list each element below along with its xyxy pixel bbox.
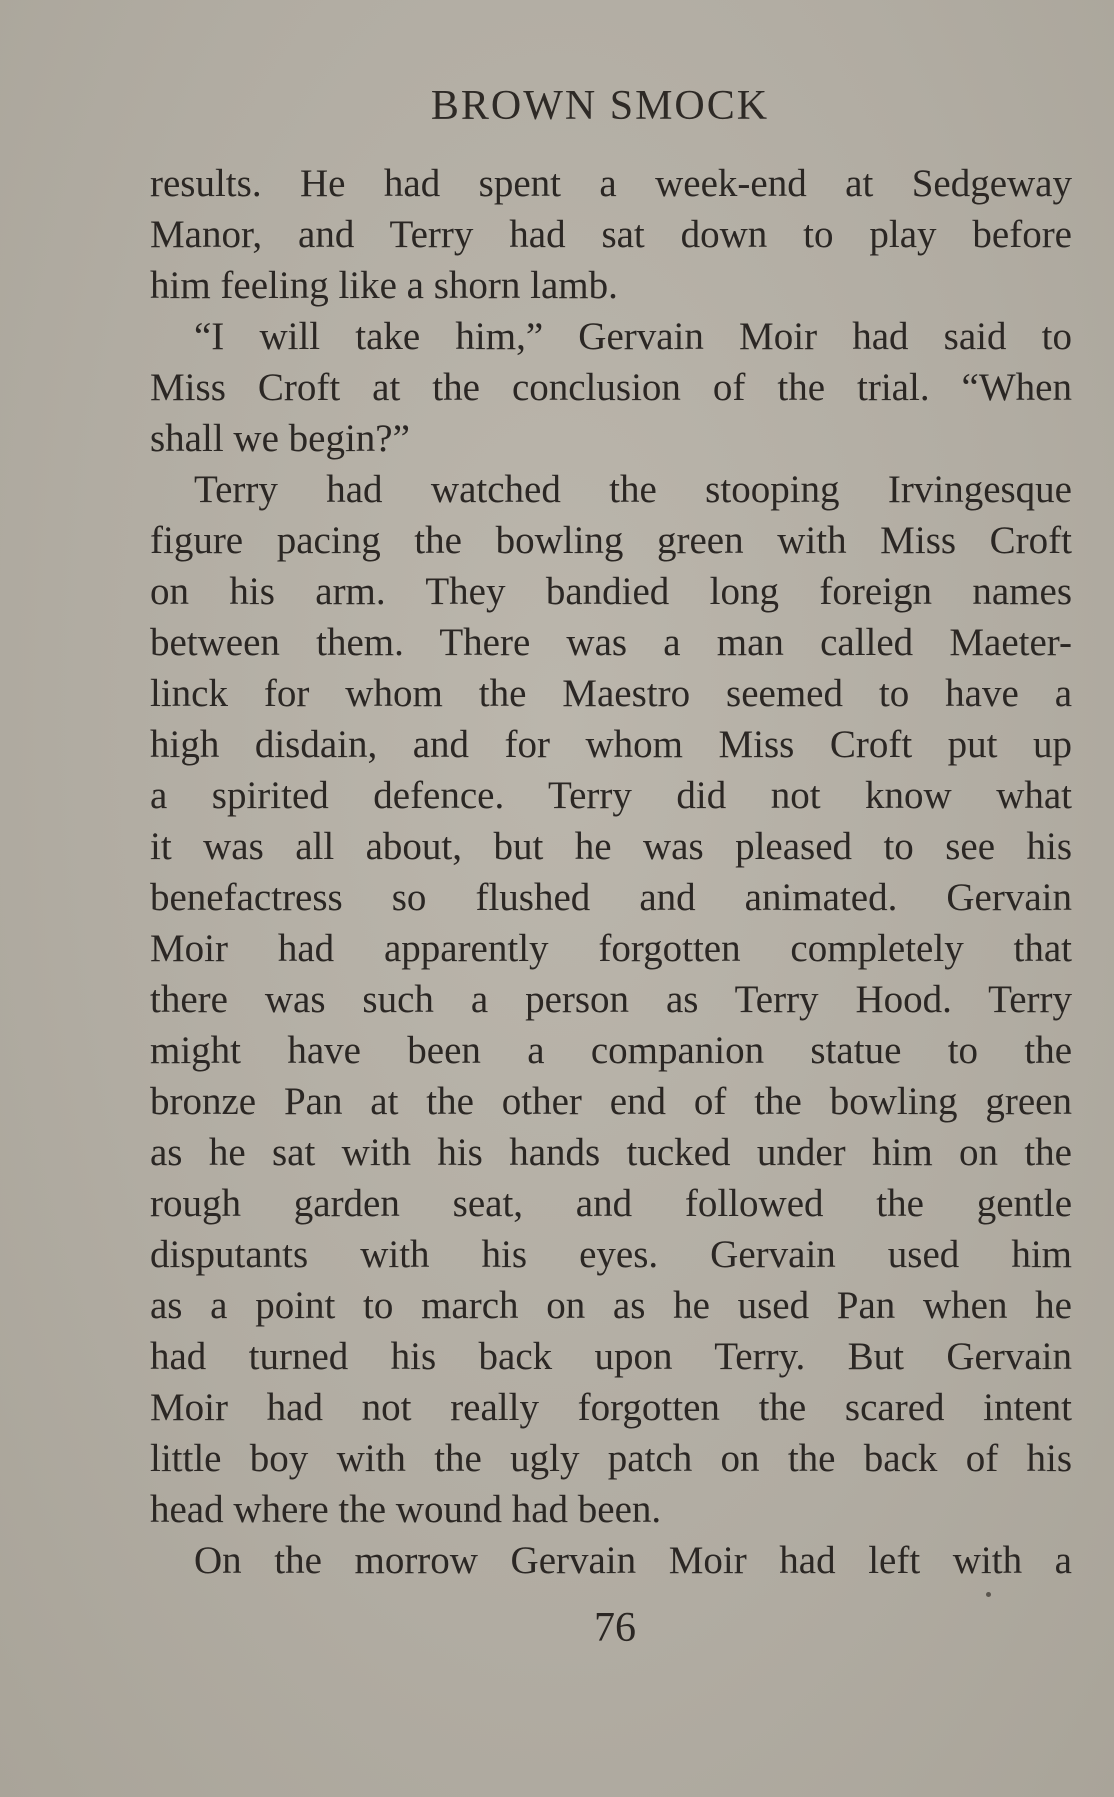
text-line: linck for whom the Maestro seemed to have a <box>150 672 1072 715</box>
text-line: it was all about, but he was pleased to see his <box>150 825 1072 868</box>
paper-speck <box>986 1592 991 1597</box>
text-line: benefactress so flushed and animated. Gervain <box>150 876 1072 919</box>
text-line: disputants with his eyes. Gervain used him <box>150 1233 1072 1276</box>
text-line: Manor, and Terry had sat down to play before <box>150 213 1072 256</box>
text-line: there was such a person as Terry Hood. Terry <box>150 978 1072 1021</box>
text-line: on his arm. They bandied long foreign names <box>150 570 1072 613</box>
text-line: had turned his back upon Terry. But Gervain <box>150 1335 1072 1378</box>
text-line: rough garden seat, and followed the gentle <box>150 1182 1072 1225</box>
body-text <box>150 158 1072 1586</box>
text-line: shall we begin?” <box>150 417 410 460</box>
running-head: BROWN SMOCK <box>430 83 770 129</box>
text-line: might have been a companion statue to the <box>150 1029 1072 1072</box>
text-line: as he sat with his hands tucked under him on the <box>150 1131 1072 1174</box>
text-line: figure pacing the bowling green with Miss Croft <box>150 519 1072 562</box>
text-line: results. He had spent a week-end at Sedgeway <box>150 162 1072 205</box>
text-line: a spirited defence. Terry did not know what <box>150 774 1072 817</box>
text-line: high disdain, and for whom Miss Croft put up <box>150 723 1072 766</box>
text-line: On the morrow Gervain Moir had left with a <box>194 1539 1072 1582</box>
text-line: “I will take him,” Gervain Moir had said to <box>194 315 1072 358</box>
page-number: 76 <box>594 1605 636 1651</box>
text-line: bronze Pan at the other end of the bowling green <box>150 1080 1072 1123</box>
text-line: little boy with the ugly patch on the back of his <box>150 1437 1072 1480</box>
text-line: Miss Croft at the conclusion of the trial. “When <box>150 366 1072 409</box>
text-line: head where the wound had been. <box>150 1488 662 1531</box>
text-line: Moir had not really forgotten the scared intent <box>150 1386 1072 1429</box>
text-line: him feeling like a shorn lamb. <box>150 264 618 307</box>
text-line: between them. There was a man called Maeter- <box>150 621 1072 664</box>
text-line: Moir had apparently forgotten completely that <box>150 927 1072 970</box>
text-line: Terry had watched the stooping Irvingesque <box>194 468 1072 511</box>
text-line: as a point to march on as he used Pan when he <box>150 1284 1072 1327</box>
